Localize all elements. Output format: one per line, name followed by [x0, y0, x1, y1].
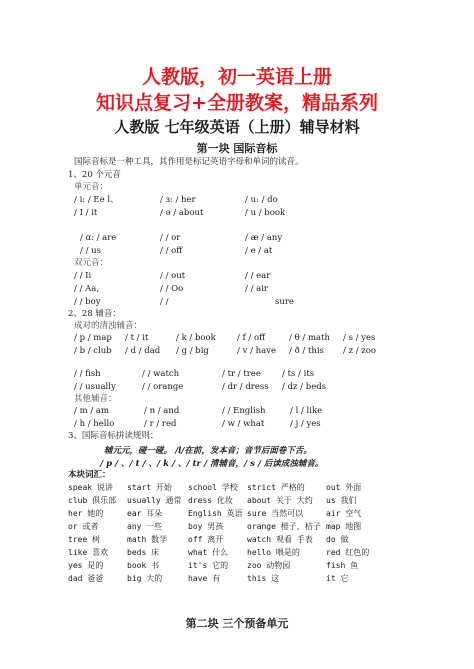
- single-vowel-r0-c0: / i: / Ee l、: [74, 195, 119, 205]
- vocab-item-r3-c4: map 地图: [326, 522, 362, 531]
- vocab-item-r7-c3: this 这: [247, 574, 280, 583]
- pair-consonant-b-r1-c2: / dr / dress: [222, 382, 269, 392]
- vocab-item-r7-c0: dad 爸爸: [68, 574, 104, 583]
- pair-consonant-b-r1-c0: / / usually: [74, 382, 116, 392]
- pair-consonant-r0-c2: / k / book: [176, 333, 216, 343]
- vocab-item-r1-c4: us 我们: [326, 496, 357, 505]
- double-vowel-r1-c1: / / Oo: [160, 284, 184, 294]
- other-consonant-r1-c0: / h / hello: [74, 419, 115, 429]
- vocab-item-r6-c4: fish 鱼: [326, 561, 359, 570]
- vocab-heading: 本块词汇：: [68, 470, 111, 480]
- vocab-item-r3-c3: orange 橙子，桔子: [247, 522, 321, 531]
- vocab-item-r2-c1: ear 耳朵: [127, 509, 163, 518]
- pair-consonant-b-r0-c0: / / fish: [74, 369, 101, 379]
- single-vowel-b-r1-c0: / / us: [80, 246, 101, 256]
- other-consonant-r0-c1: / n / and: [144, 406, 180, 416]
- other-consonant-r1-c3: / j / yes: [290, 419, 321, 429]
- other-consonant-r0-c0: / m / am: [74, 406, 110, 416]
- section-1-heading: 第一块 国际音标: [196, 142, 278, 155]
- vocab-item-r5-c3: hello 喂是的: [247, 548, 300, 557]
- vocab-item-r2-c4: air 空气: [326, 509, 362, 518]
- other-consonant-r1-c1: / r / red: [144, 419, 177, 429]
- single-vowel-b-r0-c1: / / or: [160, 233, 181, 243]
- vocab-item-r3-c2: boy 男孩: [188, 522, 224, 531]
- section-2-heading: 第二块 三个预备单元: [185, 617, 289, 630]
- vocab-item-r7-c2: have 有: [188, 574, 221, 583]
- vocab-item-r2-c0: her 她的: [68, 509, 104, 518]
- vocab-item-r6-c2: it's 它的: [188, 561, 229, 570]
- pair-consonant-r1-c5: / z / zoo: [343, 346, 377, 356]
- vocab-item-r4-c2: off 离开: [188, 535, 224, 544]
- double-vowel-r0-c0: / / Ii: [74, 271, 92, 281]
- vocab-item-r4-c4: do 做: [326, 535, 349, 544]
- vocab-item-r2-c3: sure 当然可以: [247, 509, 304, 518]
- vowels-heading: 1、20 个元音: [68, 170, 121, 180]
- vocab-item-r6-c3: zoo 动物园: [247, 561, 291, 570]
- double-vowel-b-r0-c2: sure: [275, 297, 294, 307]
- double-vowel-r1-c2: / / air: [245, 284, 268, 294]
- single-vowel-r0-c2: / u: / do: [245, 195, 278, 205]
- vocab-item-r4-c1: math 数学: [127, 535, 168, 544]
- vocab-item-r5-c0: like 喜欢: [68, 548, 109, 557]
- vocab-item-r5-c4: red 红色的: [326, 548, 370, 557]
- pair-consonant-r1-c4: / ð / this: [289, 346, 324, 356]
- double-vowel-r0-c1: / / out: [160, 271, 186, 281]
- double-vowel-b-r0-c1: / /: [160, 297, 169, 307]
- vocab-item-r1-c3: about 关于 大约: [247, 496, 313, 505]
- vocab-item-r7-c4: it 它: [326, 574, 349, 583]
- pair-consonants-label: 成对的清浊辅音：: [74, 321, 143, 331]
- vocab-item-r6-c1: book 书: [127, 561, 160, 570]
- intro-text: 国际音标是一种工具，其作用是标记英语字母和单词的读音。: [74, 157, 304, 167]
- vocab-item-r5-c2: what 什么: [188, 548, 229, 557]
- single-vowel-b-r1-c1: / / off: [160, 246, 183, 256]
- vocab-item-r2-c2: English 英语: [188, 509, 243, 518]
- pair-consonant-r1-c0: / b / club: [74, 346, 112, 356]
- other-consonant-r0-c2: / / English: [222, 406, 266, 416]
- pair-consonant-r0-c0: / p / map: [74, 333, 112, 343]
- vocab-item-r0-c2: school 学校: [188, 483, 238, 492]
- title-line-3: 人教版 七年级英语（上册）辅导材料: [114, 118, 360, 136]
- pair-consonant-b-r0-c3: / ts / its: [282, 369, 315, 379]
- single-vowel-b-r0-c2: / æ / any: [245, 233, 283, 243]
- vocab-item-r5-c1: beds 床: [127, 548, 160, 557]
- consonants-heading: 2、28 辅音：: [68, 309, 121, 319]
- double-vowel-r1-c0: / / Aa,: [74, 284, 100, 294]
- other-consonants-label: 其他辅音：: [74, 394, 117, 404]
- single-vowel-r1-c2: / u / book: [245, 208, 286, 218]
- pair-consonant-r0-c4: / θ / math: [289, 333, 330, 343]
- vocab-item-r3-c0: or 或者: [68, 522, 99, 531]
- single-vowel-r0-c1: / ɜ: / her: [160, 195, 196, 205]
- vocab-item-r0-c3: strict 严格的: [247, 483, 305, 492]
- pair-consonant-b-r0-c2: / tr / tree: [222, 369, 261, 379]
- rule-line-1: 辅元元，碰一碰。 /l/在前，发本音；音节后面卷下舌。: [104, 446, 312, 456]
- single-vowel-b-r0-c0: / ɑ: / are: [80, 233, 117, 243]
- pair-consonant-r0-c3: / f / off: [237, 333, 266, 343]
- double-vowel-r0-c2: / / ear: [245, 271, 271, 281]
- single-vowel-b-r1-c2: / e / at: [245, 246, 273, 256]
- vocab-item-r1-c1: usually 通常: [127, 496, 182, 505]
- single-vowels-label: 单元音：: [74, 182, 109, 192]
- pair-consonant-b-r1-c3: / dz / beds: [282, 382, 327, 392]
- vocab-item-r0-c0: speak 说讲: [68, 483, 113, 492]
- vocab-item-r3-c1: any 一些: [127, 522, 163, 531]
- pair-consonant-b-r0-c1: / / watch: [142, 369, 180, 379]
- vocab-item-r7-c1: big 大的: [127, 574, 163, 583]
- pair-consonant-r1-c3: / v / have: [237, 346, 277, 356]
- vocab-item-r6-c0: yes 是的: [68, 561, 104, 570]
- vocab-item-r4-c0: tree 树: [68, 535, 101, 544]
- pair-consonant-r0-c5: / s / yes: [343, 333, 376, 343]
- other-consonant-r0-c3: / l / like: [290, 406, 323, 416]
- other-consonant-r1-c2: / w / what: [222, 419, 265, 429]
- title-line-2: 知识点复习+全册教案，精品系列: [96, 92, 378, 114]
- double-vowel-b-r0-c0: / / boy: [74, 297, 101, 307]
- pair-consonant-r1-c2: / g / big: [176, 346, 209, 356]
- rules-heading: 3、国际音标拼读规则：: [68, 431, 159, 441]
- vocab-item-r0-c1: start 开始: [127, 483, 172, 492]
- vocab-item-r1-c0: club 俱乐部: [68, 496, 117, 505]
- pair-consonant-b-r1-c1: / / orange: [142, 382, 184, 392]
- single-vowel-r1-c1: / ə / about: [160, 208, 204, 218]
- rule-line-2: / p / 、/ t / 、/ k / 、/ tr / 清辅音，/ s / 后读成浊辅音。: [100, 459, 324, 469]
- title-line-1: 人教版，初一英语上册: [141, 66, 332, 88]
- vocab-item-r1-c2: dress 化妆: [188, 496, 233, 505]
- single-vowel-r1-c0: / I / it: [74, 208, 98, 218]
- vocab-item-r4-c3: watch 观看 手表: [247, 535, 313, 544]
- vocab-item-r0-c4: out 外面: [326, 483, 362, 492]
- pair-consonant-r0-c1: / t / it: [125, 333, 149, 343]
- pair-consonant-r1-c1: / d / dad: [125, 346, 161, 356]
- double-vowels-label: 双元音：: [74, 258, 109, 268]
